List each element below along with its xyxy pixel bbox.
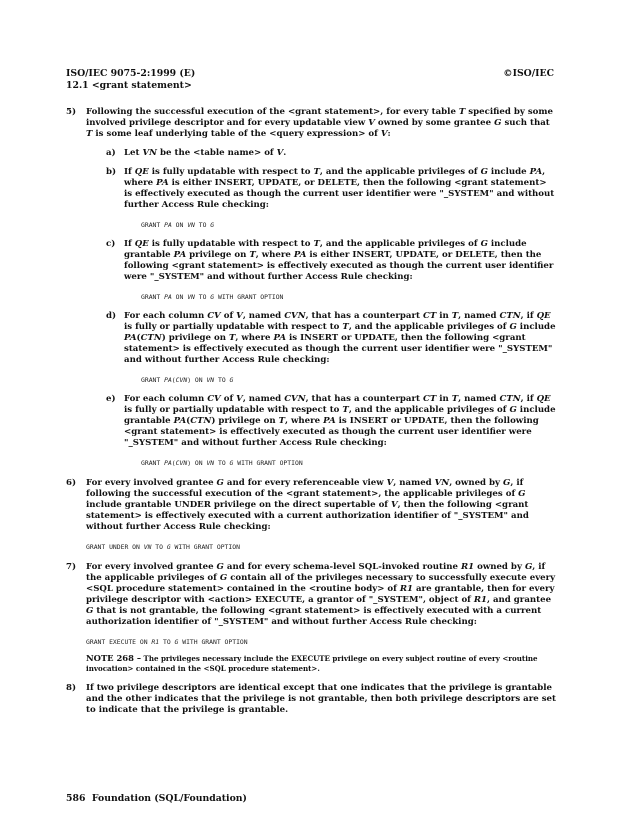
paragraph: Let VN be the <table name> of V. <box>124 148 287 158</box>
variable-term: T <box>278 416 286 426</box>
variable-term: QE <box>536 311 551 321</box>
rule-5d <box>86 311 556 386</box>
variable-term: CT <box>423 394 437 404</box>
variable-term: R1 <box>151 638 160 646</box>
rule-5e <box>86 394 556 469</box>
rule-number: 5) <box>66 107 77 117</box>
variable-term: CVN <box>284 394 306 404</box>
variable-term: G <box>518 489 526 499</box>
variable-term: R1 <box>460 562 475 572</box>
page-number: 586 <box>66 793 86 804</box>
code-sample: GRANT PA ON VN TO G WITH GRANT OPTION <box>141 293 284 301</box>
variable-term: T <box>342 322 349 332</box>
sub-number: c) <box>106 239 116 249</box>
variable-term: R1 <box>399 584 413 594</box>
paragraph: If QE is fully updatable with respect to T, and the applicable privileges of G include grantable PA privilege on T, where PA is either INSERT, UPDATE, or DELETE, then the following <grant statement> is effectively executed as though the current user identifier were "_SYSTEM" and without further Access Rule checking: <box>124 239 554 282</box>
variable-term: G <box>229 376 234 384</box>
variable-term: R1 <box>473 595 487 605</box>
variable-term: VN <box>187 293 195 301</box>
variable-term: V <box>276 148 284 158</box>
variable-term: CVN <box>175 459 188 467</box>
note-text: The privileges necessary include the EXECUTE privilege on every subject routine of every <routine invocation> contained in the <SQL procedure statement>. <box>86 654 538 673</box>
paragraph: For every involved grantee G and for every schema-level SQL-invoked routine R1 owned by G, if the applicable privileges of G contain all of the privileges necessary to successfully execute every <SQL procedure statement> contained in the <routine body> of R1 are grantable, then for every privilege descriptor with <action> EXECUTE, a grantor of "_SYSTEM", object of R1, and grantee G that is not grantable, the following <grant statement> is effectively executed with a current authorization identifier of "_SYSTEM" and without further Access Rule checking: <box>86 562 556 627</box>
variable-term: PA <box>164 459 172 467</box>
variable-term: G <box>229 459 234 467</box>
note-label: NOTE 268 – <box>86 653 142 663</box>
variable-term: V <box>368 118 375 128</box>
sub-number: b) <box>106 167 117 177</box>
variable-term: V <box>391 500 398 510</box>
variable-term: V <box>236 394 243 404</box>
variable-term: G <box>480 167 488 177</box>
variable-term: PA <box>164 376 172 384</box>
copyright-mark: ©ISO/IEC <box>503 68 554 79</box>
rule-8 <box>66 683 556 716</box>
paragraph: For every involved grantee G and for every referenceable view V, named VN, owned by G, if following the successful execution of the <grant statement>, the applicable privileges of G include grantable UNDER privilege on the direct supertable of V, then the following <grant statement> is effectively executed with a current authorization identifier of "_SYSTEM" and without further Access Rule checking: <box>86 478 529 532</box>
variable-term: VN <box>206 376 215 384</box>
variable-term: T <box>458 107 466 117</box>
paragraph: For each column CV of V, named CVN, that has a counterpart CT in T, named CTN, if QE is fully or partially updatable with respect to T, and the applicable privileges of G include PA(CTN) privilege on T, where PA is INSERT or UPDATE, then the following <grant statement> is effectively executed as though the current user identifier were "_SYSTEM" and without further Access Rule checking: <box>124 311 556 365</box>
variable-term: G <box>524 562 533 572</box>
code-sample: GRANT PA(CVN) ON VN TO G <box>141 376 234 384</box>
code-sample: GRANT PA(CVN) ON VN TO G WITH GRANT OPTION <box>141 459 303 467</box>
variable-term: PA <box>164 221 172 229</box>
rule-number: 6) <box>66 478 77 488</box>
footer-title: Foundation (SQL/Foundation) <box>91 793 247 804</box>
variable-term: G <box>210 221 215 229</box>
sub-number: d) <box>106 311 117 321</box>
variable-term: CT <box>423 311 437 321</box>
rule-number: 7) <box>66 562 77 572</box>
rule-5 <box>66 107 556 469</box>
code-sample: GRANT PA ON VN TO G <box>141 221 215 229</box>
variable-term: T <box>342 405 349 415</box>
sub-number: a) <box>106 148 116 158</box>
variable-term: V <box>386 478 394 488</box>
variable-term: G <box>494 118 502 128</box>
rule-6 <box>66 478 556 553</box>
variable-term: G <box>509 405 517 415</box>
variable-term: CTN <box>190 416 212 426</box>
variable-term: CV <box>207 311 221 321</box>
paragraph: For each column CV of V, named CVN, that has a counterpart CT in T, named CTN, if QE is fully or partially updatable with respect to T, and the applicable privileges of G include grantable PA(CTN) privilege on T, where PA is INSERT or UPDATE, then the following <grant statement> is effectively executed as though the current user identifier were "_SYSTEM" and without further Access Rule checking: <box>124 394 556 448</box>
sub-number: e) <box>106 394 116 404</box>
code-sample: GRANT UNDER ON VN TO G WITH GRANT OPTION <box>86 543 240 551</box>
variable-term: CV <box>207 394 221 404</box>
variable-term: PA <box>173 416 187 426</box>
variable-term: PA <box>273 333 286 343</box>
variable-term: G <box>86 606 94 616</box>
variable-term: G <box>509 322 517 332</box>
paragraph: Following the successful execution of the <grant statement>, for every table T specified by some involved privilege descriptor and for every updatable view V owned by some grantee G such that T is some leaf underlying table of the <query expression> of V: <box>86 107 553 139</box>
variable-term: VN <box>434 478 450 488</box>
variable-term: G <box>503 478 511 488</box>
variable-term: V <box>380 129 388 139</box>
variable-term: PA <box>124 333 137 343</box>
variable-term: PA <box>173 250 187 260</box>
variable-term: VN <box>142 148 158 158</box>
page-footer <box>66 793 247 804</box>
variable-term: PA <box>156 178 169 188</box>
rule-5b <box>86 167 556 231</box>
variable-term: VN <box>143 543 152 551</box>
variable-term: T <box>86 129 93 139</box>
variable-term: CTN <box>499 311 521 321</box>
variable-term: G <box>219 573 228 583</box>
variable-term: PA <box>323 416 336 426</box>
code-sample: GRANT EXECUTE ON R1 TO G WITH GRANT OPTION <box>86 638 248 646</box>
variable-term: G <box>210 293 215 301</box>
variable-term: QE <box>134 239 149 249</box>
variable-term: G <box>166 543 171 551</box>
variable-term: V <box>236 311 243 321</box>
variable-term: PA <box>164 293 172 301</box>
variable-term: T <box>313 239 320 249</box>
variable-term: VN <box>206 459 215 467</box>
variable-term: CTN <box>140 333 162 343</box>
variable-term: T <box>249 250 256 260</box>
rule-5a <box>86 148 556 159</box>
variable-term: T <box>313 167 320 177</box>
variable-term: G <box>174 638 179 646</box>
variable-term: PA <box>293 250 307 260</box>
variable-term: PA <box>529 167 543 177</box>
variable-term: VN <box>187 221 195 229</box>
variable-term: G <box>216 478 224 488</box>
paragraph: If QE is fully updatable with respect to T, and the applicable privileges of G include PA, where PA is either INSERT, UPDATE, or DELETE, then the following <grant statement> is effectively executed as though the current user identifier were "_SYSTEM" and without further Access Rule checking: <box>124 167 555 210</box>
rule-number: 8) <box>66 683 77 693</box>
variable-term: QE <box>134 167 149 177</box>
rule-5c <box>86 239 556 303</box>
section-title: 12.1 <grant statement> <box>66 80 192 91</box>
variable-term: CTN <box>499 394 521 404</box>
standard-id: ISO/IEC 9075-2:1999 (E) <box>66 68 196 79</box>
variable-term: CVN <box>284 311 306 321</box>
note-268 <box>86 653 556 674</box>
variable-term: QE <box>536 394 551 404</box>
variable-term: T <box>451 394 459 404</box>
paragraph: If two privilege descriptors are identical except that one indicates that the privilege is grantable and the other indicates that the privilege is not grantable, then both privilege descriptors are set to indicate that the privilege is grantable. <box>86 683 556 715</box>
variable-term: G <box>480 239 488 249</box>
variable-term: G <box>216 562 224 572</box>
rule-7 <box>66 562 556 674</box>
variable-term: CVN <box>175 376 188 384</box>
rules-body <box>66 107 556 725</box>
variable-term: T <box>228 333 236 343</box>
variable-term: T <box>451 311 459 321</box>
